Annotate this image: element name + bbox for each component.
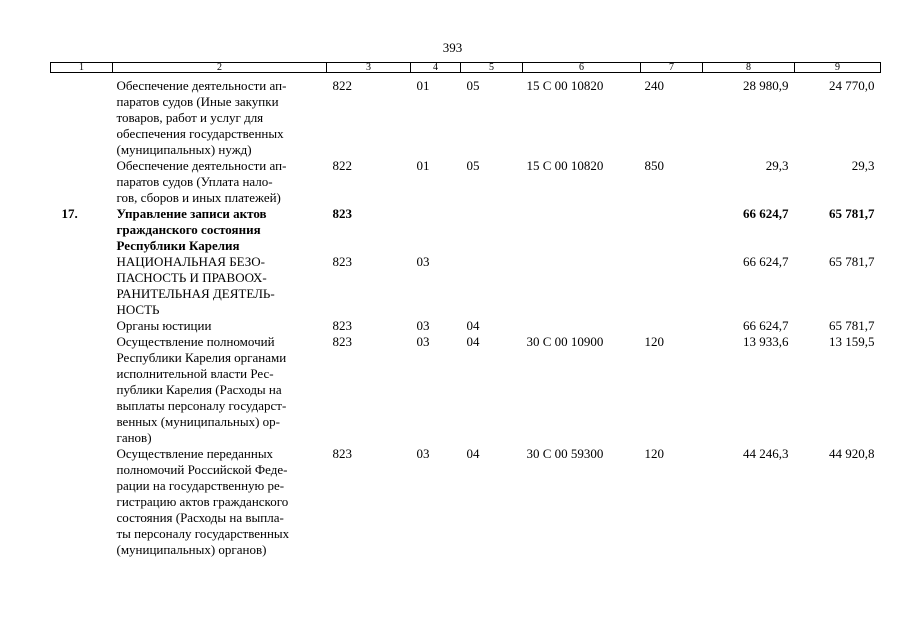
amount-year-2: 65 781,7 bbox=[829, 318, 875, 333]
header-col-5: 5 bbox=[461, 63, 523, 73]
row-name: Осуществление полномочий Республики Карелия органами исполнительной власти Рес- публики Карелия (Расходы на выплаты персоналу государст- венных (муниципальных) ор- ганов) bbox=[116, 334, 287, 445]
table-row bbox=[51, 334, 881, 446]
amount-year-1: 13 933,6 bbox=[743, 334, 789, 349]
expense-type: 120 bbox=[644, 334, 664, 349]
amount-year-2: 13 159,5 bbox=[829, 334, 875, 349]
header-col-1: 1 bbox=[51, 63, 113, 73]
target-article bbox=[523, 206, 641, 254]
row-name: Органы юстиции bbox=[116, 318, 212, 333]
amount-year-1: 66 624,7 bbox=[743, 206, 789, 221]
amount-year-1: 28 980,9 bbox=[743, 78, 789, 93]
expense-type: 850 bbox=[644, 158, 664, 173]
amount-year-2: 44 920,8 bbox=[829, 446, 875, 461]
ministry-code: 823 bbox=[332, 446, 352, 461]
subsection-code: 04 bbox=[466, 334, 480, 349]
expense-type bbox=[641, 206, 703, 254]
target-article: 15 С 00 10820 bbox=[526, 78, 604, 93]
target-article: 30 С 00 10900 bbox=[526, 334, 604, 349]
target-article bbox=[523, 254, 641, 318]
row-name: НАЦИОНАЛЬНАЯ БЕЗО- ПАСНОСТЬ И ПРАВООХ- РАНИТЕЛЬНАЯ ДЕЯТЕЛЬ- НОСТЬ bbox=[116, 254, 275, 317]
section-code: 01 bbox=[416, 78, 430, 93]
amount-year-2: 24 770,0 bbox=[829, 78, 875, 93]
target-article bbox=[523, 318, 641, 334]
amount-year-1: 29,3 bbox=[765, 158, 789, 173]
subsection-code: 05 bbox=[466, 78, 480, 93]
subsection-code bbox=[461, 254, 523, 318]
row-name: Обеспечение деятельности ап- паратов судов (Иные закупки товаров, работ и услуг для обеспечения государственных (муниципальных) нужд) bbox=[116, 78, 287, 157]
subsection-code bbox=[461, 206, 523, 254]
row-name: Обеспечение деятельности ап- паратов судов (Уплата нало- гов, сборов и иных платежей) bbox=[116, 158, 287, 205]
amount-year-2: 65 781,7 bbox=[829, 206, 875, 221]
subsection-code: 04 bbox=[466, 446, 480, 461]
amount-year-1: 66 624,7 bbox=[743, 318, 789, 333]
expense-type bbox=[641, 318, 703, 334]
section-code: 03 bbox=[416, 254, 430, 269]
subsection-code: 04 bbox=[466, 318, 480, 333]
table-body bbox=[51, 73, 881, 559]
expense-type: 120 bbox=[644, 446, 664, 461]
row-name: Осуществление переданных полномочий Российской Феде- рации на государственную ре- гистрацию актов гражданского состояния (Расходы на выпла- ты персоналу государственных (муниципальных) органов) bbox=[116, 446, 290, 557]
section-code: 03 bbox=[416, 446, 430, 461]
table-row bbox=[51, 73, 881, 159]
table-row bbox=[51, 318, 881, 334]
table-row bbox=[51, 446, 881, 558]
amount-year-1: 44 246,3 bbox=[743, 446, 789, 461]
target-article: 15 С 00 10820 bbox=[526, 158, 604, 173]
column-number-header bbox=[51, 63, 881, 73]
header-col-6: 6 bbox=[523, 63, 641, 73]
row-number bbox=[51, 446, 113, 558]
table-row bbox=[51, 206, 881, 254]
section-code: 01 bbox=[416, 158, 430, 173]
header-col-9: 9 bbox=[795, 63, 881, 73]
ministry-code: 823 bbox=[332, 206, 352, 221]
ministry-code: 823 bbox=[332, 254, 352, 269]
row-number bbox=[51, 334, 113, 446]
header-col-2: 2 bbox=[113, 63, 327, 73]
ministry-code: 822 bbox=[332, 78, 352, 93]
ministry-code: 822 bbox=[332, 158, 352, 173]
table-row bbox=[51, 158, 881, 206]
row-number bbox=[51, 158, 113, 206]
amount-year-2: 65 781,7 bbox=[829, 254, 875, 269]
header-col-8: 8 bbox=[703, 63, 795, 73]
ministry-code: 823 bbox=[332, 334, 352, 349]
header-col-7: 7 bbox=[641, 63, 703, 73]
expense-type: 240 bbox=[644, 78, 664, 93]
subsection-code: 05 bbox=[466, 158, 480, 173]
table-row bbox=[51, 254, 881, 318]
section-code bbox=[411, 206, 461, 254]
page-number: 393 bbox=[442, 40, 463, 55]
row-number bbox=[51, 73, 113, 159]
row-number bbox=[51, 318, 113, 334]
header-col-3: 3 bbox=[327, 63, 411, 73]
amount-year-2: 29,3 bbox=[851, 158, 875, 173]
budget-table bbox=[50, 62, 881, 558]
expense-type bbox=[641, 254, 703, 318]
row-name: Управление записи актов гражданского состояния Республики Карелия bbox=[116, 206, 267, 253]
row-number bbox=[51, 254, 113, 318]
row-number: 17. bbox=[61, 206, 78, 221]
section-code: 03 bbox=[416, 318, 430, 333]
header-col-4: 4 bbox=[411, 63, 461, 73]
section-code: 03 bbox=[416, 334, 430, 349]
amount-year-1: 66 624,7 bbox=[743, 254, 789, 269]
target-article: 30 С 00 59300 bbox=[526, 446, 604, 461]
ministry-code: 823 bbox=[332, 318, 352, 333]
